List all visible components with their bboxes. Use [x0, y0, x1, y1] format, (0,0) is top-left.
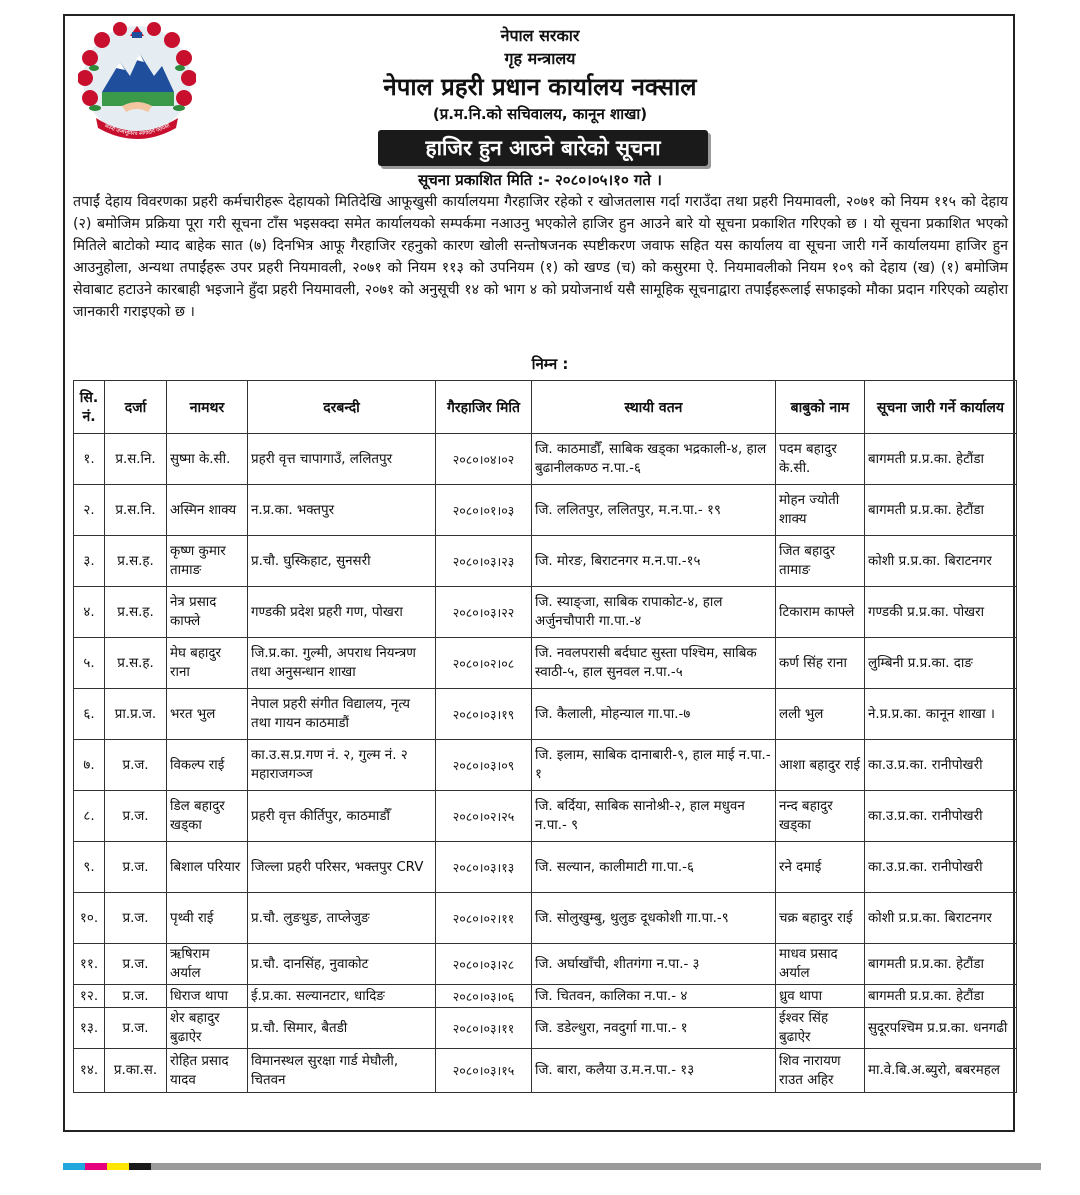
- cell-name: ऋषिराम अर्याल: [167, 944, 248, 985]
- col-header-sn: सि. नं.: [74, 381, 105, 434]
- cell-absent-date: २०८०।०१।०३: [436, 485, 532, 536]
- cell-name: धिराज थापा: [167, 985, 248, 1008]
- cell-absent-date: २०८०।०३।११: [436, 1008, 532, 1049]
- table-row: [74, 985, 1017, 1008]
- col-header-issuing-office: सूचना जारी गर्ने कार्यालय: [865, 381, 1017, 434]
- cell-address: जि. चितवन, कालिका न.पा.- ४: [532, 985, 776, 1008]
- cell-posting: प्र.चौ. सिमार, बैतडी: [248, 1008, 436, 1049]
- cell-address: जि. डडेल्धुरा, नवदुर्गा गा.पा.- १: [532, 1008, 776, 1049]
- cell-father: रने दमाई: [776, 842, 865, 893]
- section-name: (प्र.म.नि.को सचिवालय, कानून शाखा): [432, 105, 648, 123]
- cell-sn: ७.: [74, 740, 105, 791]
- cell-rank: प्र.ज.: [105, 791, 167, 842]
- cell-posting: जि.प्र.का. गुल्मी, अपराध नियन्त्रण तथा अनुसन्धान शाखा: [248, 638, 436, 689]
- cell-father: ध्रुव थापा: [776, 985, 865, 1008]
- cell-father: टिकाराम काफ्ले: [776, 587, 865, 638]
- cell-address: जि. मोरङ, बिराटनगर म.न.पा.-१५: [532, 536, 776, 587]
- cell-address: जि. स्याङ्जा, साबिक रापाकोट-४, हाल अर्जुनचौपारी गा.पा.-४: [532, 587, 776, 638]
- cell-posting: प्रहरी वृत्त कीर्तिपुर, काठमाडौँ: [248, 791, 436, 842]
- cell-sn: ६.: [74, 689, 105, 740]
- cell-sn: २.: [74, 485, 105, 536]
- table-row: [74, 638, 1017, 689]
- cell-father: कर्ण सिंह राना: [776, 638, 865, 689]
- cell-address: जि. बर्दिया, साबिक सानोश्री-२, हाल मधुवन न.पा.- ९: [532, 791, 776, 842]
- cell-posting: जिल्ला प्रहरी परिसर, भक्तपुर CRV: [248, 842, 436, 893]
- cell-issuing-office: ने.प्र.प्र.का. कानून शाखा ।: [865, 689, 1017, 740]
- cell-posting: नेपाल प्रहरी संगीत विद्यालय, नृत्य तथा गायन काठमाडौं: [248, 689, 436, 740]
- cell-issuing-office: बागमती प्र.प्र.का. हेटौंडा: [865, 944, 1017, 985]
- cell-rank: प्र.ज.: [105, 842, 167, 893]
- col-header-father: बाबुको नाम: [776, 381, 865, 434]
- cell-name: डिल बहादुर खड्का: [167, 791, 248, 842]
- cell-address: जि. नवलपरासी बर्दघाट सुस्ता पश्चिम, साबिक स्वाठी-५, हाल सुनवल न.पा.-५: [532, 638, 776, 689]
- cell-father: ईश्वर सिंह बुढाऐर: [776, 1008, 865, 1049]
- cell-father: शिव नारायण राउत अहिर: [776, 1049, 865, 1093]
- table-row: [74, 1008, 1017, 1049]
- cell-name: विकल्प राई: [167, 740, 248, 791]
- cell-absent-date: २०८०।०४।०२: [436, 434, 532, 485]
- cell-rank: प्रा.प्र.ज.: [105, 689, 167, 740]
- cell-rank: प्र.ज.: [105, 944, 167, 985]
- cell-name: भरत भुल: [167, 689, 248, 740]
- col-header-posting: दरबन्दी: [248, 381, 436, 434]
- cell-sn: १.: [74, 434, 105, 485]
- cell-name: नेत्र प्रसाद काफ्ले: [167, 587, 248, 638]
- cell-absent-date: २०८०।०३।१३: [436, 842, 532, 893]
- published-date: सूचना प्रकाशित मिति :- २०८०।०५।१० गते ।: [418, 171, 662, 189]
- cell-posting: प्र.चौ. घुस्किहाट, सुनसरी: [248, 536, 436, 587]
- cell-issuing-office: बागमती प्र.प्र.का. हेटौंडा: [865, 485, 1017, 536]
- cell-address: जि. बारा, कलैया उ.म.न.पा.- १३: [532, 1049, 776, 1093]
- cell-address: जि. इलाम, साबिक दानाबारी-९, हाल माई न.पा.- १: [532, 740, 776, 791]
- table-row: [74, 893, 1017, 944]
- stripe-segment: [151, 1163, 1041, 1170]
- cell-father: माधव प्रसाद अर्याल: [776, 944, 865, 985]
- absentee-table: [73, 380, 1017, 1093]
- cell-rank: प्र.ज.: [105, 893, 167, 944]
- table-row: [74, 791, 1017, 842]
- cell-name: रोहित प्रसाद यादव: [167, 1049, 248, 1093]
- cell-absent-date: २०८०।०३।२२: [436, 587, 532, 638]
- cell-issuing-office: का.उ.प्र.का. रानीपोखरी: [865, 842, 1017, 893]
- cell-rank: प्र.स.ह.: [105, 536, 167, 587]
- cell-absent-date: २०८०।०२।२५: [436, 791, 532, 842]
- cell-name: मेघ बहादुर राना: [167, 638, 248, 689]
- col-header-name: नामथर: [167, 381, 248, 434]
- cell-sn: ५.: [74, 638, 105, 689]
- cell-rank: प्र.का.स.: [105, 1049, 167, 1093]
- table-header-row: [74, 381, 1017, 434]
- col-header-absent-date: गैरहाजिर मिति: [436, 381, 532, 434]
- cell-absent-date: २०८०।०३।२८: [436, 944, 532, 985]
- table-row: [74, 842, 1017, 893]
- cell-father: लली भुल: [776, 689, 865, 740]
- cell-absent-date: २०८०।०३।०६: [436, 985, 532, 1008]
- cell-rank: प्र.स.नि.: [105, 485, 167, 536]
- cell-absent-date: २०८०।०२।०८: [436, 638, 532, 689]
- government-name: नेपाल सरकार: [500, 26, 580, 45]
- col-header-address: स्थायी वतन: [532, 381, 776, 434]
- cell-name: कृष्ण कुमार तामाङ: [167, 536, 248, 587]
- table-row: [74, 536, 1017, 587]
- cell-posting: विमानस्थल सुरक्षा गार्ड मेघौली, चितवन: [248, 1049, 436, 1093]
- cell-address: जि. सल्यान, कालीमाटी गा.पा.-६: [532, 842, 776, 893]
- cell-issuing-office: कोशी प्र.प्र.का. बिराटनगर: [865, 893, 1017, 944]
- table-row: [74, 689, 1017, 740]
- cell-posting: न.प्र.का. भक्तपुर: [248, 485, 436, 536]
- cell-rank: प्र.स.नि.: [105, 434, 167, 485]
- cell-sn: ८.: [74, 791, 105, 842]
- cell-address: जि. सोलुखुम्बु, थुलुङ दूधकोशी गा.पा.-९: [532, 893, 776, 944]
- table-row: [74, 434, 1017, 485]
- col-header-rank: दर्जा: [105, 381, 167, 434]
- cell-father: मोहन ज्योती शाक्य: [776, 485, 865, 536]
- cell-address: जि. कैलाली, मोहन्याल गा.पा.-७: [532, 689, 776, 740]
- cell-rank: प्र.ज.: [105, 1008, 167, 1049]
- notice-title: हाजिर हुन आउने बारेको सूचना: [378, 130, 708, 166]
- cell-absent-date: २०८०।०२।११: [436, 893, 532, 944]
- table-row: [74, 587, 1017, 638]
- cell-sn: ९.: [74, 842, 105, 893]
- cell-issuing-office: मा.वे.बि.अ.ब्युरो, बबरमहल: [865, 1049, 1017, 1093]
- cell-address: जि. अर्घाखाँची, शीतगंगा न.पा.- ३: [532, 944, 776, 985]
- cell-address: जि. ललितपुर, ललितपुर, म.न.पा.- १९: [532, 485, 776, 536]
- cell-name: अस्मिन शाक्य: [167, 485, 248, 536]
- cell-sn: ११.: [74, 944, 105, 985]
- table-row: [74, 1049, 1017, 1093]
- cell-address: जि. काठमाडौँ, साबिक खड्का भद्रकाली-४, हाल बुढानीलकण्ठ न.पा.-६: [532, 434, 776, 485]
- cell-sn: १३.: [74, 1008, 105, 1049]
- cell-posting: प्र.चौ. लुङथुङ, ताप्लेजुङ: [248, 893, 436, 944]
- cell-rank: प्र.ज.: [105, 985, 167, 1008]
- cell-absent-date: २०८०।०३।१५: [436, 1049, 532, 1093]
- cell-rank: प्र.स.ह.: [105, 638, 167, 689]
- cell-father: नन्द बहादुर खड्का: [776, 791, 865, 842]
- cell-posting: प्रहरी वृत्त चापागाउँ, ललितपुर: [248, 434, 436, 485]
- office-name: नेपाल प्रहरी प्रधान कार्यालय नक्साल: [383, 73, 697, 101]
- cell-rank: प्र.स.ह.: [105, 587, 167, 638]
- cell-name: सुष्मा के.सी.: [167, 434, 248, 485]
- cell-name: पृथ्वी राई: [167, 893, 248, 944]
- ministry-name: गृह मन्त्रालय: [504, 49, 576, 68]
- stripe-segment: [107, 1163, 129, 1170]
- svg-text:जननी जन्मभूमिश्च स्वर्गादपि गर: जननी जन्मभूमिश्च स्वर्गादपि गरीयसी: [103, 122, 171, 138]
- color-registration-stripe: [63, 1163, 1041, 1170]
- stripe-segment: [85, 1163, 107, 1170]
- cell-sn: १०.: [74, 893, 105, 944]
- cell-sn: १४.: [74, 1049, 105, 1093]
- cell-posting: का.उ.स.प्र.गण नं. २, गुल्म नं. २ महाराजगञ्ज: [248, 740, 436, 791]
- cell-name: शेर बहादुर बुढाऐर: [167, 1008, 248, 1049]
- nepal-emblem-icon: [78, 20, 196, 145]
- cell-posting: गण्डकी प्रदेश प्रहरी गण, पोखरा: [248, 587, 436, 638]
- cell-posting: प्र.चौ. दानसिंह, नुवाकोट: [248, 944, 436, 985]
- cell-sn: ३.: [74, 536, 105, 587]
- cell-issuing-office: बागमती प्र.प्र.का. हेटौंडा: [865, 434, 1017, 485]
- cell-issuing-office: लुम्बिनी प्र.प्र.का. दाङ: [865, 638, 1017, 689]
- cell-rank: प्र.ज.: [105, 740, 167, 791]
- list-heading: निम्न :: [531, 355, 569, 373]
- table-row: [74, 485, 1017, 536]
- cell-issuing-office: कोशी प्र.प्र.का. बिराटनगर: [865, 536, 1017, 587]
- cell-absent-date: २०८०।०३।०९: [436, 740, 532, 791]
- table-row: [74, 740, 1017, 791]
- cell-issuing-office: का.उ.प्र.का. रानीपोखरी: [865, 740, 1017, 791]
- cell-posting: ई.प्र.का. सल्यानटार, धादिङ: [248, 985, 436, 1008]
- cell-issuing-office: सुदूरपश्चिम प्र.प्र.का. धनगढी: [865, 1008, 1017, 1049]
- table-row: [74, 944, 1017, 985]
- table-body: [74, 434, 1017, 1093]
- cell-sn: ४.: [74, 587, 105, 638]
- notice-body: तपाईं देहाय विवरणका प्रहरी कर्मचारीहरू देहायको मितिदेखि आफूखुसी कार्यालयमा गैरहाजिर रहेको र खोजतलास गर्दा गराउँदा तथा प्रहरी नियमावली, २०७१ को नियम ११५ को देहाय (२) बमोजिम प्रक्रिया पूरा गरी सूचना टाँस भइसक्दा समेत कार्यालयको सम्पर्कमा नआउनु भएकोले हाजिर हुन आउने बारे यो सूचना प्रकाशित गरिएको छ । यो सूचना प्रकाशित भएको मितिले बाटोको म्याद बाहेक सात (७) दिनभित्र आफू गैरहाजिर रहनुको कारण खोली सन्तोषजनक स्पष्टीकरण जवाफ सहित यस कार्यालय वा सूचना जारी गर्ने कार्यालयमा हाजिर हुन आउनुहोला, अन्यथा तपाईंहरू उपर प्रहरी नियमावली, २०७१ को नियम ११३ को उपनियम (१) को खण्ड (च) को कसुरमा ऐ. नियमावलीको नियम १०९ को देहाय (ख) (१) बमोजिम सेवाबाट हटाउने कारबाही भइजाने हुँदा प्रहरी नियमावली, २०७१ को अनुसूची १४ को भाग ४ को प्रयोजनार्थ यसै सामूहिक सूचनाद्वारा तपाईंहरूलाई सफाइको मौका प्रदान गरिएको व्यहोरा जानकारी गराइएको छ ।: [73, 194, 1008, 320]
- cell-father: आशा बहादुर राई: [776, 740, 865, 791]
- cell-absent-date: २०८०।०३।२३: [436, 536, 532, 587]
- stripe-segment: [129, 1163, 151, 1170]
- cell-father: पदम बहादुर के.सी.: [776, 434, 865, 485]
- cell-sn: १२.: [74, 985, 105, 1008]
- cell-name: बिशाल परियार: [167, 842, 248, 893]
- stripe-segment: [63, 1163, 85, 1170]
- cell-father: चक्र बहादुर राई: [776, 893, 865, 944]
- cell-issuing-office: का.उ.प्र.का. रानीपोखरी: [865, 791, 1017, 842]
- cell-father: जित बहादुर तामाङ: [776, 536, 865, 587]
- cell-issuing-office: गण्डकी प्र.प्र.का. पोखरा: [865, 587, 1017, 638]
- cell-issuing-office: बागमती प्र.प्र.का. हेटौंडा: [865, 985, 1017, 1008]
- cell-absent-date: २०८०।०३।१९: [436, 689, 532, 740]
